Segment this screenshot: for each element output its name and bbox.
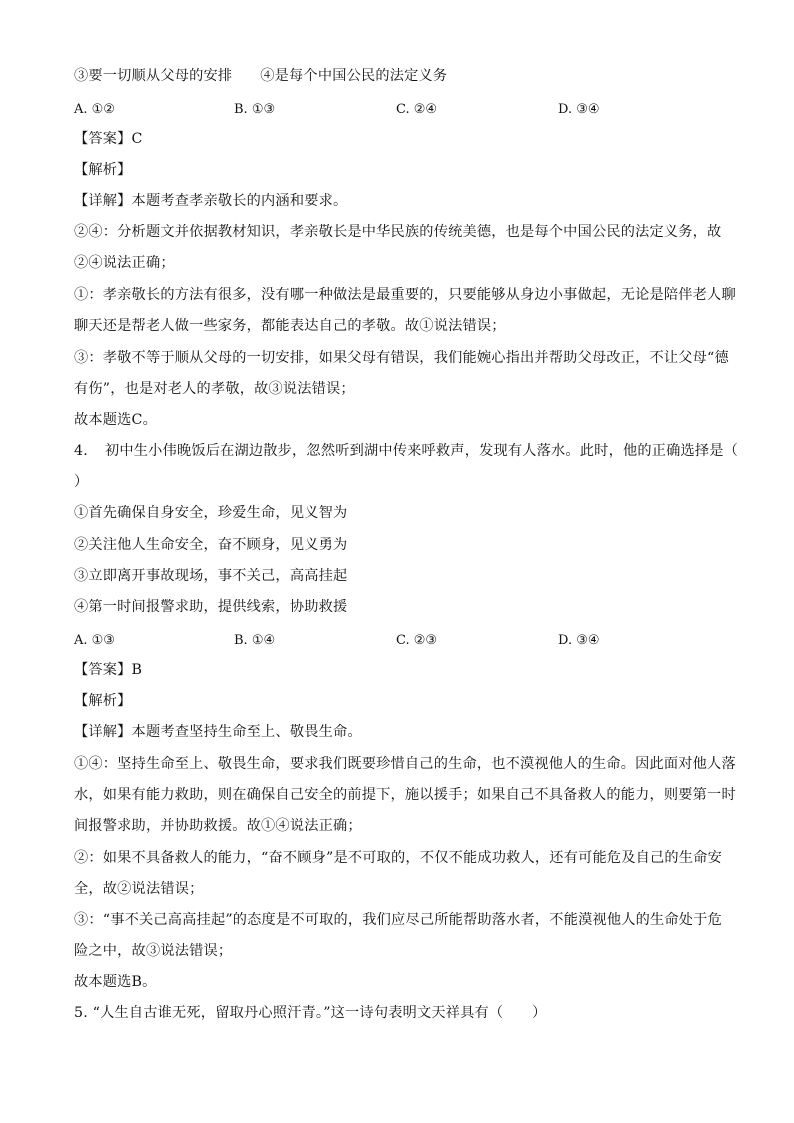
- q4-number: 4.: [74, 443, 88, 459]
- q4-stem-text: 初中生小伟晚饭后在湖边散步，忽然听到湖中传来呼救声，发现有人落水。此时，他的正确选择是（: [105, 443, 739, 459]
- q3-explain-line: ②④说法正确；: [74, 255, 175, 271]
- q4-explain-line: ③：“事不关己高高挂起”的态度是不可取的，我们应尽己所能帮助落水者，不能漠视他人的生命处于危: [74, 912, 722, 928]
- q4-explain-line: 水，如果有能力救助，则在确保自己安全的前提下，施以援手；如果自己不具备救人的能力，则要第一时: [74, 787, 736, 803]
- q4-analysis-heading: 【解析】: [74, 693, 132, 709]
- q3-statement-3: ③要一切顺从父母的安排: [74, 68, 233, 84]
- q4-statement-2: ②关注他人生命安全，奋不顾身，见义勇为: [74, 537, 348, 553]
- q4-explain-line: ①④：坚持生命至上、敬畏生命，要求我们既要珍惜自己的生命，也不漠视他人的生命。因此面对他人落: [74, 756, 736, 772]
- q3-answer: 【答案】C: [74, 131, 143, 147]
- q4-stem-line1: [74, 441, 739, 461]
- q3-option-a: A. ①②: [74, 102, 115, 117]
- q4-option-c: C. ②③: [396, 633, 438, 648]
- q3-explain-line: ②④：分析题文并依据教材知识，孝亲敬长是中华民族的传统美德，也是每个中国公民的法定义务，故: [74, 224, 722, 240]
- q3-explain-line: ①：孝亲敬长的方法有很多，没有哪一种做法是最重要的，只要能够从身边小事做起，无论是陪伴老人聊: [74, 287, 736, 303]
- q4-option-b: B. ①④: [234, 633, 276, 648]
- q4-option-d: D. ③④: [558, 633, 600, 648]
- q3-option-d: D. ③④: [558, 102, 600, 117]
- q4-answer: 【答案】B: [74, 662, 143, 678]
- q4-conclusion: 故本题选B。: [74, 974, 157, 990]
- q4-detail: 【详解】本题考查坚持生命至上、敬畏生命。: [74, 724, 362, 740]
- q4-explain-line: ②：如果不具备救人的能力，“奋不顾身”是不可取的，不仅不能成功救人，还有可能危及自己的生命安: [74, 850, 722, 866]
- q4-explain-line: 险之中，故③说法错误；: [74, 943, 233, 959]
- q3-analysis-heading: 【解析】: [74, 162, 132, 178]
- q3-explain-line: 聊天还是帮老人做一些家务，都能表达自己的孝敬。故①说法错误；: [74, 318, 506, 334]
- q3-option-b: B. ①③: [234, 102, 276, 117]
- q4-statement-4: ④第一时间报警求助，提供线索，协助救援: [74, 599, 348, 615]
- q4-statement-3: ③立即离开事故现场，事不关己，高高挂起: [74, 568, 348, 584]
- q3-explain-line: ③：孝敬不等于顺从父母的一切安排，如果父母有错误，我们能婉心指出并帮助父母改正，不让父母“德: [74, 350, 729, 366]
- q3-statement-4: ④是每个中国公民的法定义务: [260, 68, 448, 84]
- q3-explain-line: 有伤”，也是对老人的孝敬，故③说法错误；: [74, 381, 355, 397]
- q3-option-c: C. ②④: [396, 102, 438, 117]
- q4-option-a: A. ①③: [74, 633, 115, 648]
- q4-statement-1: ①首先确保自身安全，珍爱生命，见义智为: [74, 505, 348, 521]
- q3-detail: 【详解】本题考查孝亲敬长的内涵和要求。: [74, 193, 348, 209]
- q4-explain-line: 全，故②说法错误；: [74, 881, 204, 897]
- q4-explain-line: 间报警求助，并协助救援。故①④说法正确；: [74, 818, 362, 834]
- q3-statements-row: [74, 66, 724, 86]
- q5-stem: 5. “人生自古谁无死，留取丹心照汗青。”这一诗句表明文天祥具有（ ）: [74, 1005, 547, 1021]
- q4-stem-line2: ）: [74, 474, 89, 490]
- q3-conclusion: 故本题选C。: [74, 412, 157, 428]
